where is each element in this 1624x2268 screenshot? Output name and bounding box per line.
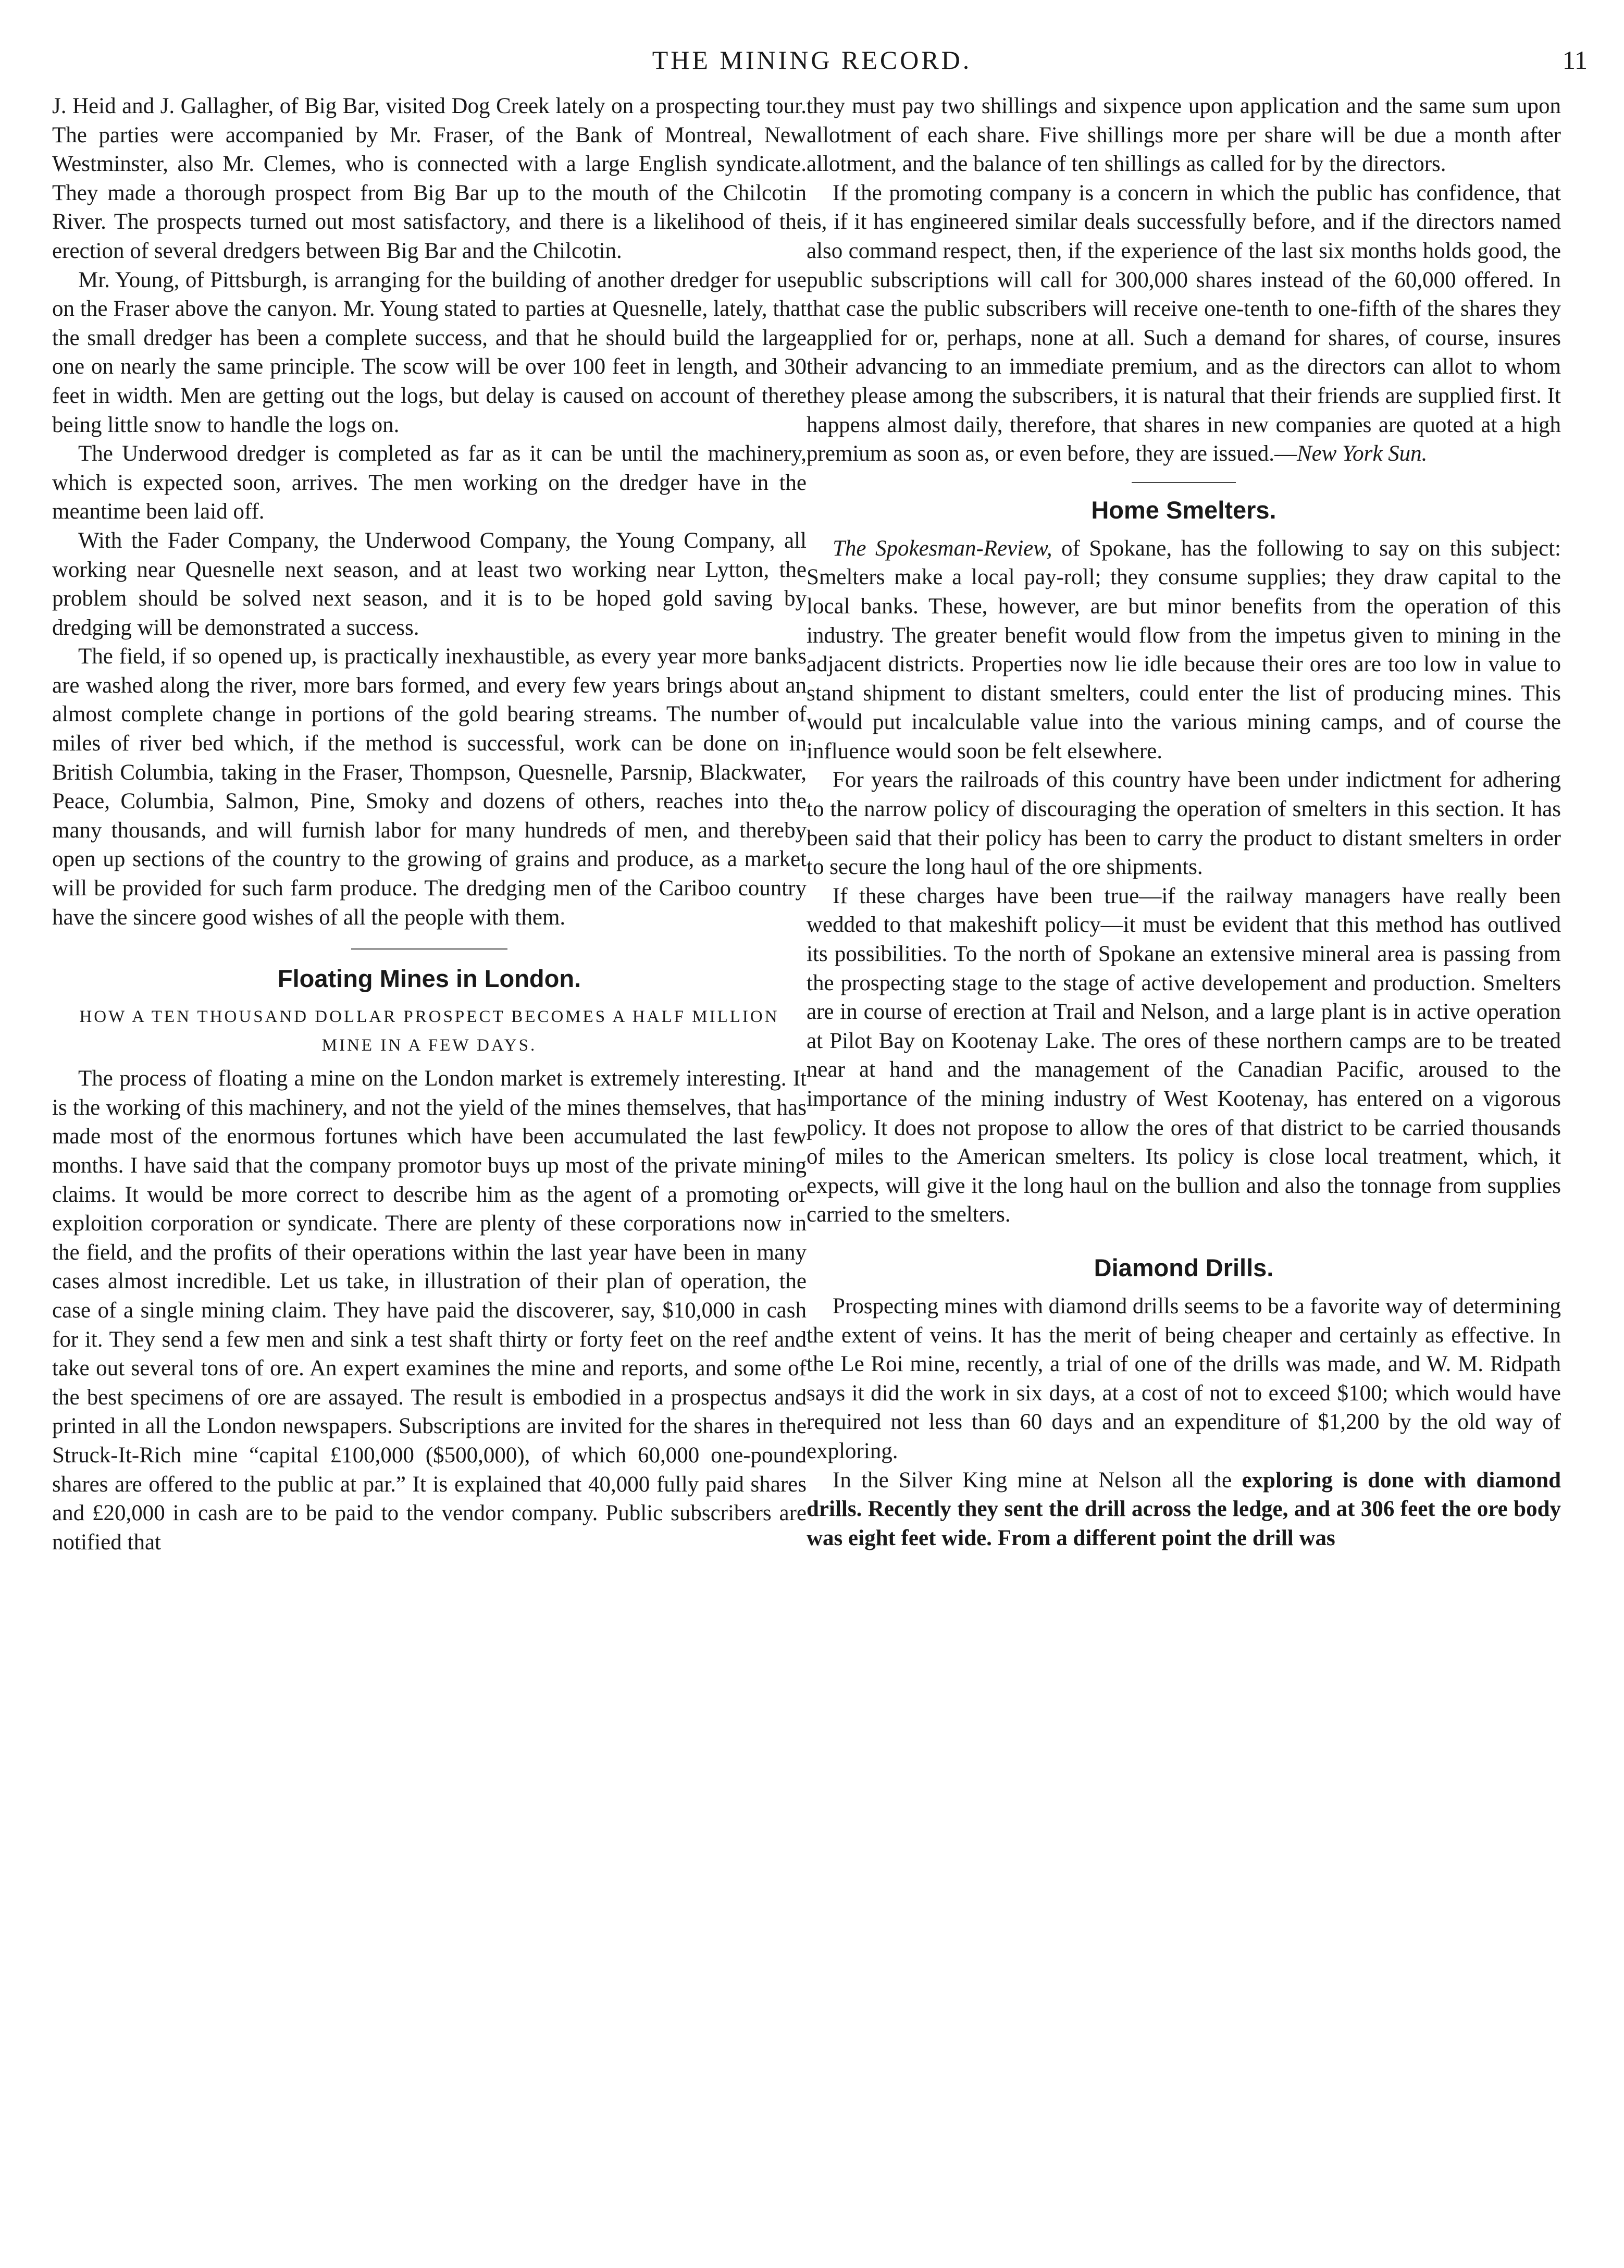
paragraph-dog-creek: J. Heid and J. Gallagher, of Big Bar, visited Dog Creek lately on a prospecting tour. The parties were accompanied by Mr. Fraser, of the Bank of Montreal, New Westminster, also Mr. Clemes, who is connected with a large English syndicate. They made a thorough prospect from Big Bar up to the mouth of the Chilcotin River. The prospects turned out most satisfactory, and there is a likelihood of the erection of several dredgers between Big Bar and the Chilcotin. [52,94,807,263]
paragraph-charges: If these charges have been true—if the railway managers have really been wedded to that makeshift policy—it must be evident that this method has outlived its possibilities. To the north of Spokane an extensive mineral area is passing from the prospecting stage to the stage of active developement and production. Smelters are in course of erection at Trail and Nelson, and a large plant is in active operation at Pilot Bay on Kootenay Lake. The ores of these northern camps are to be treated near at hand and the management of the Canadian Pacific, aroused to the importance of the mining industry of West Kootenay, has entered on a vigorous policy. It does not propose to allow the ores of that district to be carried thousands of miles to the American smelters. Its policy is close local treatment, which, it expects, will give it the long haul on the bullion and also the tonnage from supplies carried to the smelters. [807,883,1561,1227]
source-spokesman-review: The Spokesman-Review, [833,536,1052,561]
paragraph-railroads: For years the railroads of this country have been under indictment for adhering to the narrow policy of discouraging the operation of smelters in this section. It has been said that their policy has been to carry the product to distant smelters in order to secure the long haul of the ore shipments. [807,768,1561,880]
paragraph-spokesman [807,534,1561,766]
journal-title: THE MINING RECORD. [652,45,972,75]
source-new-york-sun: New York Sun. [1296,441,1428,466]
paragraph-spokesman-text: of Spokane, has the following to say on this subject: Smelters make a local pay-roll; they consume supplies; they draw capital to the local banks. These, however, are but minor benefits from the operation of this industry. The greater benefit would flow from the impetus given to mining in the adjacent districts. Properties now lie idle because their ores are too low in value to stand shipment to distant smelters, could enter the list of producing mines. This would put incalculable value into the various mining camps, and of course the influence would soon be felt elsewhere. [807,536,1561,763]
section-divider [351,948,507,950]
paragraph-promoting-text: If the promoting company is a concern in which the public has confidence, that is, if it has engineered similar deals successfully before, and if the directors named also command respect, then, if the experience of the last six months holds good, the public subscriptions will call for 300,000 shares instead of the 60,000 offered. In that case the public subscribers will receive one-tenth to one-fifth of the shares they applied for or, perhaps, none at all. Such a demand for shares, of course, insures their advancing to an immediate premium, and as the directors can allot to whom they please among the subscribers, it is natural that their friends are supplied first. It happens almost daily, therefore, that shares in new companies are quoted at a high premium as soon as, or even before, they are issued.— [807,180,1561,466]
paragraph-silver-king-text: In the Silver King mine at Nelson all the [833,1468,1242,1493]
section-divider [1132,482,1236,483]
paragraph-companies: With the Fader Company, the Underwood Company, the Young Company, all working near Quesnelle next season, and at least two working near Lytton, the problem should be solved next season, and it is to be hoped gold saving by dredging will be demonstrated a success. [52,528,807,640]
paragraph-floating-process: The process of floating a mine on the London market is extremely interesting. It is the working of this machinery, and not the yield of the mines themselves, that has made most of the enormous fortunes which have been accumulated the last few months. I have said that the company promotor buys up most of the private mining claims. It would be more correct to describe him as the agent of a promoting or exploition corporation or syndicate. There are plenty of these corporations now in the field, and the profits of their operations within the last year have been in many cases almost incredible. Let us take, in illustration of their plan of operation, the case of a single mining claim. They have paid the discoverer, say, $10,000 in cash for it. They send a few men and sink a test shaft thirty or forty feet on the reef and take out several tons of ore. An expert examines the mine and reports, and some of the best specimens of ore are assayed. The result is embodied in a prospectus and printed in all the London newspapers. Subscriptions are invited for the shares in the Struck-It-Rich mine “capital £100,000 ($500,000), of which 60,000 one-pound shares are offered to the public at par.” It is explained that 40,000 fully paid shares and £20,000 in cash are to be paid to the vendor company. Public subscribers are notified that [52,1066,807,1555]
right-column [807,92,1561,2249]
paragraph-underwood-dredger: The Underwood dredger is completed as far as it can be until the machinery, which is expected soon, arrives. The men working on the dredger have in the meantime been laid off. [52,441,807,524]
left-column [52,92,807,2249]
heading-floating-mines: Floating Mines in London. [277,965,581,993]
paragraph-shillings: they must pay two shillings and sixpence upon application and the same sum upon allotment of each share. Five shillings more per share will be due a month after allotment, and the balance of ten shillings as called for by the directors. [807,94,1561,177]
heading-home-smelters: Home Smelters. [1091,496,1276,524]
paragraph-silver-king-bold: exploring is done with diamond drills. Recently they sent the drill across the ledge, and at 306 feet the ore body was eight feet wide. From a different point the drill was [807,1468,1561,1550]
paragraph-mr-young: Mr. Young, of Pittsburgh, is arranging for the building of another dredger for use on the Fraser above the canyon. Mr. Young stated to parties at Quesnelle, lately, that the small dredger has been a complete success, and that he should build the large one on nearly the same principle. The scow will be over 100 feet in length, and 30 feet in width. Men are getting out the logs, but delay is caused on account of there being little snow to handle the logs on. [52,267,807,437]
paragraph-silver-king [807,1466,1561,1553]
paragraph-prospecting-drills: Prospecting mines with diamond drills seems to be a favorite way of determining the extent of veins. It has the merit of being cheaper and certainly as effective. In the Le Roi mine, recently, a trial of one of the drills was made, and W. M. Ridpath says it did the work in six days, at a cost of not to exceed $100; which would have required not less than 60 days and an expenditure of $1,200 by the old way of exploring. [807,1293,1561,1463]
heading-diamond-drills: Diamond Drills. [1094,1253,1274,1281]
paragraph-promoting-company [807,179,1561,469]
paragraph-field: The field, if so opened up, is practically inexhaustible, as every year more banks are washed along the river, more bars formed, and every few years brings about an almost complete change in portions of the gold bearing streams. The number of miles of river bed which, if the method is successful, work can be done on in British Columbia, taking in the Fraser, Thompson, Quesnelle, Parsnip, Blackwater, Peace, Columbia, Salmon, Pine, Smoky and dozens of others, reaches into the many thousands, and will furnish labor for many hundreds of men, and thereby open up sections of the country to the growing of grains and produce, as a market will be provided for such farm produce. The dredging men of the Cariboo country have the sincere good wishes of all the people with them. [52,644,807,930]
page-number: 11 [1562,45,1588,75]
running-head [0,45,1624,87]
subheading-floating-mines: HOW A TEN THOUSAND DOLLAR PROSPECT BECOMES A HALF MILLION MINE IN A FEW DAYS. [79,1007,779,1055]
